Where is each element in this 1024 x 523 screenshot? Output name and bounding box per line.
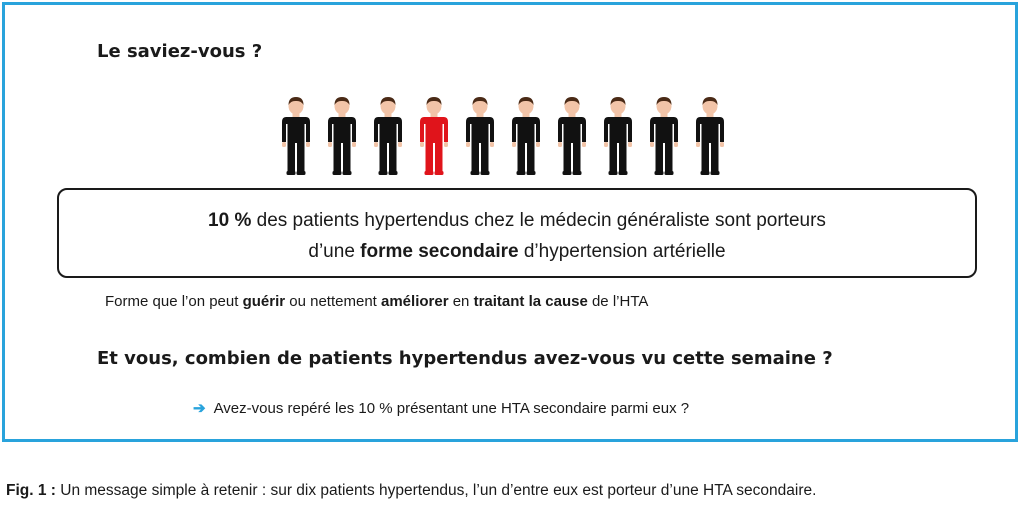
explain-bold-2: améliorer [381, 293, 449, 310]
statistic-callout [57, 188, 977, 278]
explanation-line [105, 293, 648, 310]
callout-text-1: des patients hypertendus chez le médecin généraliste sont porteurs [251, 210, 826, 231]
person-highlighted-icon [419, 97, 449, 175]
person-icon [603, 97, 633, 175]
caption-text: Un message simple à retenir : sur dix patients hypertendus, l’un d’entre eux est porteur d’une HTA secondaire. [55, 482, 817, 499]
figure-label: Fig. 1 : [6, 482, 56, 499]
explain-text-1: Forme que l’on peut [105, 293, 243, 310]
callout-percent: 10 % [208, 210, 252, 231]
explain-text-3: en [448, 293, 474, 310]
callout-line-1 [59, 205, 975, 236]
callout-text-2: d’une [308, 241, 361, 262]
heading: Le saviez-vous ? [97, 41, 263, 62]
person-icon [373, 97, 403, 175]
figure-caption [6, 480, 1018, 501]
person-icon [649, 97, 679, 175]
callout-line-2 [59, 236, 975, 267]
followup-line [193, 399, 689, 417]
callout-text-3: d’hypertension artérielle [518, 241, 726, 262]
callout-emphasis: forme secondaire [360, 241, 519, 262]
explain-text-2: ou nettement [285, 293, 381, 310]
person-icon [695, 97, 725, 175]
explain-bold-3: traitant la cause [473, 293, 588, 310]
person-icon [465, 97, 495, 175]
infographic-panel [2, 2, 1018, 442]
arrow-right-icon: ➔ [193, 400, 206, 417]
explain-bold-1: guérir [242, 293, 286, 310]
followup-text: Avez-vous repéré les 10 % présentant une HTA secondaire parmi eux ? [213, 400, 690, 417]
person-icon [557, 97, 587, 175]
people-row [281, 97, 741, 177]
explain-text-4: de l’HTA [587, 293, 649, 310]
person-icon [511, 97, 541, 175]
person-icon [327, 97, 357, 175]
question-heading: Et vous, combien de patients hypertendus avez-vous vu cette semaine ? [97, 348, 833, 369]
person-icon [281, 97, 311, 175]
